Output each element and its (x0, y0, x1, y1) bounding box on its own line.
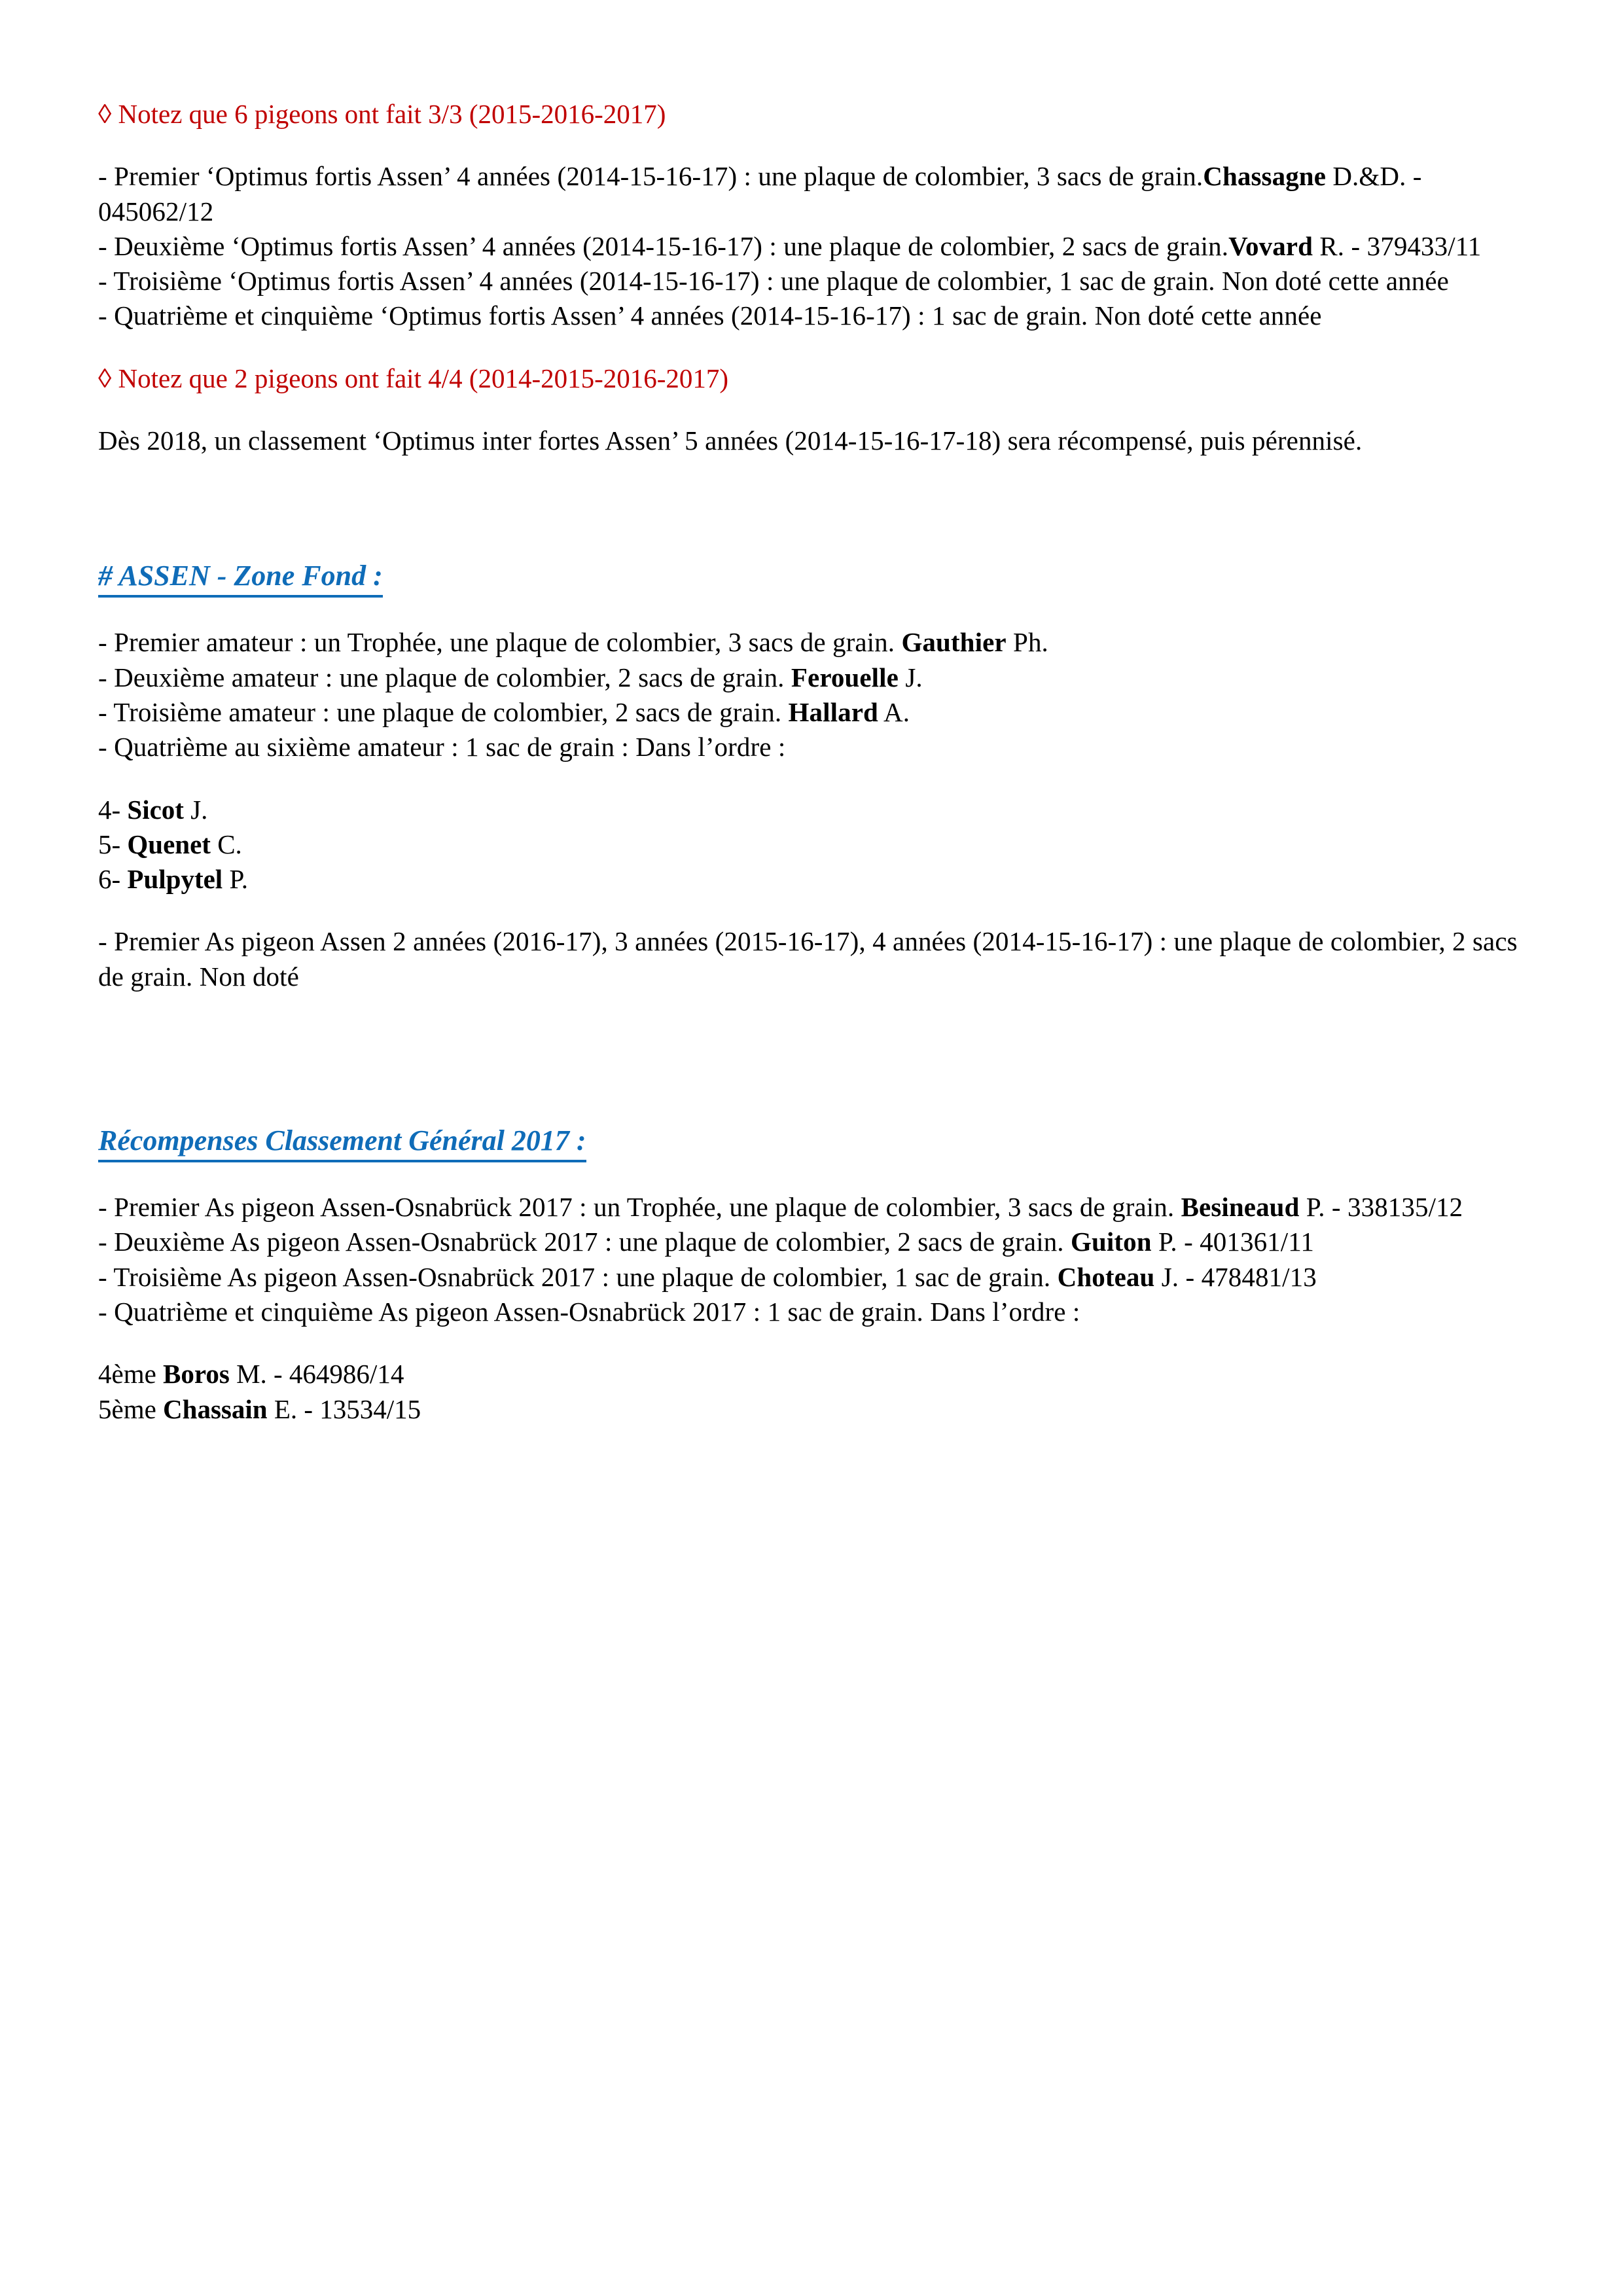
zone-fond-list (98, 625, 1518, 764)
classement-entry-1-name: Besineaud (1181, 1192, 1300, 1223)
optimus-line-1-name: Chassagne (1203, 161, 1326, 192)
rank-4eme-ring: M. - 464986/14 (229, 1359, 404, 1390)
spacer (98, 598, 1518, 625)
optimus-line-2 (98, 229, 1518, 264)
spacer (98, 1329, 1518, 1357)
rank-5-initial: C. (210, 829, 242, 859)
classement-general-list (98, 1190, 1518, 1329)
zone-fond-line-1-initial: Ph. (1006, 627, 1048, 658)
classement-entry-1-ring: P. - 338135/12 (1299, 1192, 1463, 1223)
zone-fond-as-pigeon: - Premier As pigeon Assen 2 années (2016-17), 3 années (2015-16-17), 4 années (2014-15-16-17) : une plaque de colombier, 2 sacs de grain. Non doté (98, 926, 1518, 992)
zone-fond-line-1-text: - Premier amateur : un Trophée, une plaque de colombier, 3 sacs de grain. (98, 627, 902, 658)
zone-fond-line-4: - Quatrième au sixième amateur : 1 sac de grain : Dans l’ordre : (98, 732, 786, 762)
zone-fond-line-1 (98, 625, 1518, 660)
rank-4eme-name: Boros (163, 1359, 230, 1390)
list-item (98, 793, 1518, 827)
rank-6-name: Pulpytel (127, 864, 223, 895)
optimus-line-1-ring: D.&D. - 045062/12 (98, 161, 1422, 226)
rank-4eme-prefix: 4ème (98, 1359, 164, 1390)
list-item (98, 827, 1518, 862)
optimus-fortis-block (98, 159, 1518, 333)
zone-fond-heading-wrap (98, 558, 1518, 598)
optimus-line-2-name: Vovard (1228, 230, 1313, 261)
list-item (98, 1392, 1518, 1427)
optimus-line-2-text: - Deuxième ‘Optimus fortis Assen’ 4 années (2014-15-16-17) : une plaque de colombier, 2 sacs de grain. (98, 230, 1229, 261)
rank-4-name: Sicot (127, 794, 184, 825)
classement-entry-3-name: Choteau (1057, 1261, 1155, 1292)
recompenses-heading-wrap (98, 1122, 1518, 1162)
heading-assen-zone-fond: # ASSEN - Zone Fond : (98, 558, 383, 598)
zone-fond-line-3-name: Hallard (788, 696, 878, 727)
rank-5eme-prefix: 5ème (98, 1393, 164, 1424)
note-3sur3: ◊ Notez que 6 pigeons ont fait 3/3 (2015-2016-2017) (98, 99, 666, 129)
classement-entry-3 (98, 1260, 1518, 1295)
classement-entry-2-ring: P. - 401361/11 (1151, 1227, 1314, 1257)
note-4sur4: ◊ Notez que 2 pigeons ont fait 4/4 (2014-2015-2016-2017) (98, 363, 729, 393)
zone-fond-line-2-name: Ferouelle (791, 662, 899, 692)
optimus-line-2-ring: R. - 379433/11 (1313, 230, 1482, 261)
des-2018-paragraph: Dès 2018, un classement ‘Optimus inter fortes Assen’ 5 années (2014-15-16-17-18) sera récompensé, puis pérennisé. (98, 425, 1363, 456)
spacer (98, 897, 1518, 924)
classement-entry-3-text: - Troisième As pigeon Assen-Osnabrück 2017 : une plaque de colombier, 1 sac de grain. (98, 1261, 1058, 1292)
zone-fond-line-3 (98, 695, 1518, 730)
spacer (98, 1162, 1518, 1190)
classement-entry-2-text: - Deuxième As pigeon Assen-Osnabrück 2017 : une plaque de colombier, 2 sacs de grain. (98, 1227, 1071, 1257)
optimus-line-1-text: - Premier ‘Optimus fortis Assen’ 4 années (2014-15-16-17) : une plaque de colombier, 3 sacs de grain. (98, 161, 1204, 192)
rank-5eme-ring: E. - 13534/15 (267, 1393, 421, 1424)
rank-4-prefix: 4- (98, 794, 128, 825)
classement-entry-2 (98, 1225, 1518, 1259)
heading-recompenses-classement-general: Récompenses Classement Général 2017 : (98, 1122, 586, 1162)
classement-entry-2-name: Guiton (1071, 1227, 1152, 1257)
zone-fond-line-2-text: - Deuxième amateur : une plaque de colombier, 2 sacs de grain. (98, 662, 791, 692)
classement-general-ranked-list (98, 1357, 1518, 1427)
classement-entry-4: - Quatrième et cinquième As pigeon Assen-Osnabrück 2017 : 1 sac de grain. Dans l’ordre : (98, 1296, 1080, 1327)
optimus-line-3: - Troisième ‘Optimus fortis Assen’ 4 années (2014-15-16-17) : une plaque de colombier, 1 sac de grain. Non doté cette année (98, 266, 1449, 296)
zone-fond-line-2-initial: J. (898, 662, 923, 692)
optimus-line-1 (98, 159, 1518, 229)
rank-4-initial: J. (183, 794, 208, 825)
list-item (98, 1357, 1518, 1391)
zone-fond-line-2 (98, 660, 1518, 695)
spacer (98, 458, 1518, 558)
spacer (98, 132, 1518, 159)
rank-6-initial: P. (223, 864, 248, 895)
list-item (98, 862, 1518, 897)
document-body (98, 97, 1518, 1427)
classement-entry-3-ring: J. - 478481/13 (1154, 1261, 1317, 1292)
spacer (98, 334, 1518, 361)
spacer (98, 765, 1518, 793)
zone-fond-line-3-text: - Troisième amateur : une plaque de colombier, 2 sacs de grain. (98, 696, 789, 727)
classement-entry-1-text: - Premier As pigeon Assen-Osnabrück 2017 : un Trophée, une plaque de colombier, 3 sacs de grain. (98, 1192, 1181, 1223)
zone-fond-line-1-name: Gauthier (901, 627, 1007, 658)
zone-fond-ranked-list (98, 793, 1518, 897)
rank-6-prefix: 6- (98, 864, 128, 895)
optimus-line-4: - Quatrième et cinquième ‘Optimus fortis Assen’ 4 années (2014-15-16-17) : 1 sac de grain. Non doté cette année (98, 300, 1322, 331)
zone-fond-line-3-initial: A. (878, 696, 910, 727)
rank-5-name: Quenet (127, 829, 211, 859)
rank-5eme-name: Chassain (163, 1393, 268, 1424)
spacer (98, 396, 1518, 423)
spacer (98, 994, 1518, 1122)
classement-entry-1 (98, 1190, 1518, 1225)
rank-5-prefix: 5- (98, 829, 128, 859)
